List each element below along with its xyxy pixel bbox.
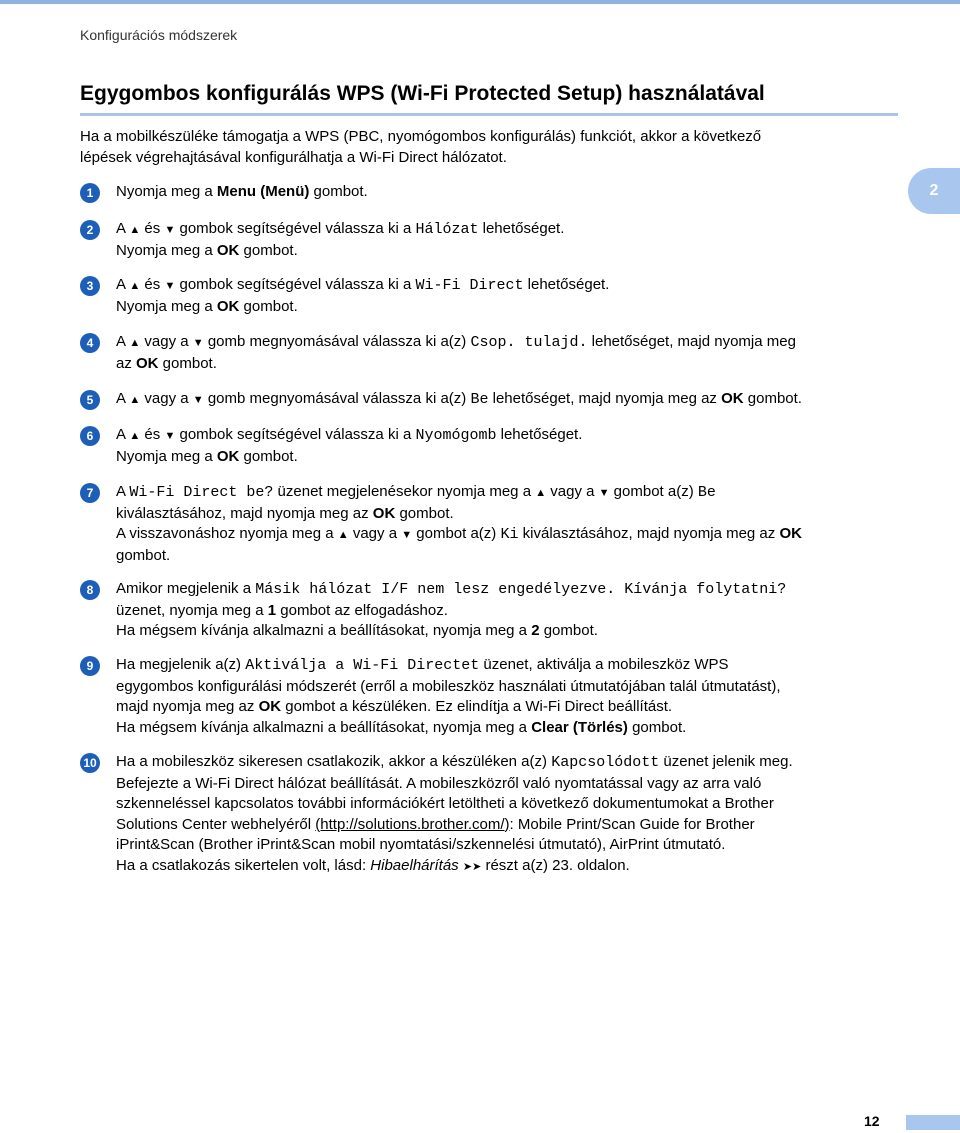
up-arrow-icon: ▲	[129, 394, 141, 406]
step-3	[80, 275, 898, 317]
step-line: Nyomja meg a OK gombot.	[116, 447, 298, 465]
step-line: üzenet, nyomja meg a 1 gombot az elfogadáshoz.	[116, 601, 448, 619]
step-line: A ▲ vagy a ▼ gomb megnyomásával válassza ki a(z) Csop. tulajd. lehetőséget, majd nyomja meg	[116, 333, 796, 351]
step-number-badge: 3	[80, 276, 100, 296]
step-number-badge: 8	[80, 580, 100, 600]
step-line: A ▲ és ▼ gombok segítségével válassza ki a Hálózat lehetőséget.	[116, 220, 565, 238]
step-number-badge: 9	[80, 656, 100, 676]
step-number-badge: 6	[80, 426, 100, 446]
step-line: majd nyomja meg az OK gombot a készüléken. Ez elindítja a Wi-Fi Direct beállítást.	[116, 698, 673, 715]
brother-solutions-link[interactable]: (http://solutions.brother.com/)	[315, 815, 510, 833]
step-line: szkenneléssel kapcsolatos további információkért letöltheti a következő dokumentumokat a Brother	[116, 795, 774, 812]
intro-line: Ha a mobilkészüléke támogatja a WPS (PBC, nyomógombos konfigurálás) funkciót, akkor a következő	[80, 128, 762, 145]
step-line: Solutions Center webhelyéről (http://solutions.brother.com/): Mobile Print/Scan Guide for Brother	[116, 815, 755, 833]
step-line: A visszavonáshoz nyomja meg a ▲ vagy a ▼ gombot a(z) Ki kiválasztásához, majd nyomja meg az OK	[116, 525, 802, 543]
step-10	[80, 752, 898, 877]
step-line: Ha megjelenik a(z) Aktiválja a Wi-Fi Directet üzenet, aktiválja a mobileszköz WPS	[116, 656, 729, 674]
step-line: Ha a mobileszköz sikeresen csatlakozik, akkor a készüléken a(z) Kapcsolódott üzenet jelenik meg.	[116, 753, 793, 771]
up-arrow-icon: ▲	[337, 529, 349, 541]
running-header: Konfigurációs módszerek	[80, 27, 238, 43]
step-line: A Wi-Fi Direct be? üzenet megjelenésekor nyomja meg a ▲ vagy a ▼ gombot a(z) Be	[116, 483, 716, 501]
step-number-badge: 5	[80, 390, 100, 410]
page-number: 12	[864, 1113, 880, 1129]
step-line: Nyomja meg a Menu (Menü) gombot.	[116, 183, 368, 200]
down-arrow-icon: ▼	[164, 224, 176, 236]
top-rule	[0, 0, 960, 4]
step-line: egygombos konfigurálási módszerét (erről a mobileszköz használati útmutatójában talál útmutatást),	[116, 677, 781, 695]
up-arrow-icon: ▲	[129, 280, 141, 292]
intro-paragraph	[80, 127, 898, 168]
step-9	[80, 655, 898, 738]
step-6	[80, 425, 898, 467]
step-4	[80, 332, 898, 374]
down-arrow-icon: ▼	[192, 337, 204, 349]
title-rule	[80, 113, 898, 116]
step-line: az OK gombot.	[116, 354, 217, 372]
step-line: kiválasztásához, majd nyomja meg az OK gombot.	[116, 504, 454, 522]
intro-line: lépések végrehajtásával konfigurálhatja a Wi-Fi Direct hálózatot.	[80, 148, 507, 166]
up-arrow-icon: ▲	[129, 430, 141, 442]
down-arrow-icon: ▼	[598, 487, 610, 499]
step-number-badge: 4	[80, 333, 100, 353]
down-arrow-icon: ▼	[164, 430, 176, 442]
step-line: gombot.	[116, 546, 171, 564]
troubleshooting-reference: Hibaelhárítás	[370, 856, 459, 874]
up-arrow-icon: ▲	[535, 487, 547, 499]
step-1	[80, 182, 898, 203]
step-line: Ha mégsem kívánja alkalmazni a beállításokat, nyomja meg a Clear (Törlés) gombot.	[116, 718, 687, 736]
chapter-tab: 2	[908, 168, 960, 214]
step-line: Ha a csatlakozás sikertelen volt, lásd: Hibaelhárítás ➤➤ részt a(z) 23. oldalon.	[116, 856, 630, 874]
step-number-badge: 2	[80, 220, 100, 240]
step-line: Nyomja meg a OK gombot.	[116, 297, 298, 315]
up-arrow-icon: ▲	[129, 224, 141, 236]
step-line: A ▲ vagy a ▼ gomb megnyomásával válassza ki a(z) Be lehetőséget, majd nyomja meg az OK gombot.	[116, 390, 802, 408]
down-arrow-icon: ▼	[401, 529, 413, 541]
down-arrow-icon: ▼	[192, 394, 204, 406]
up-arrow-icon: ▲	[129, 337, 141, 349]
page-title: Egygombos konfigurálás WPS (Wi-Fi Protected Setup) használatával	[80, 82, 765, 105]
step-number-badge: 10	[80, 753, 100, 773]
step-line: iPrint&Scan (Brother iPrint&Scan mobil nyomtatási/szkennelési útmutató), AirPrint útmutató.	[116, 836, 726, 853]
step-number-badge: 1	[80, 183, 100, 203]
step-number-badge: 7	[80, 483, 100, 503]
footer-bar	[906, 1115, 960, 1130]
step-8	[80, 579, 898, 642]
step-line: Amikor megjelenik a Másik hálózat I/F nem lesz engedélyezve. Kívánja folytatni?	[116, 580, 787, 598]
step-5	[80, 389, 898, 411]
step-line: A ▲ és ▼ gombok segítségével válassza ki a Nyomógomb lehetőséget.	[116, 426, 583, 444]
step-line: Befejezte a Wi-Fi Direct hálózat beállítását. A mobileszközről való nyomtatással vagy az arra való	[116, 774, 762, 792]
step-line: Ha mégsem kívánja alkalmazni a beállításokat, nyomja meg a 2 gombot.	[116, 622, 598, 639]
double-arrow-icon: ➤➤	[462, 860, 482, 873]
step-7	[80, 482, 898, 566]
step-line: A ▲ és ▼ gombok segítségével válassza ki a Wi-Fi Direct lehetőséget.	[116, 276, 610, 294]
step-2	[80, 219, 898, 261]
down-arrow-icon: ▼	[164, 280, 176, 292]
step-line: Nyomja meg a OK gombot.	[116, 241, 298, 259]
